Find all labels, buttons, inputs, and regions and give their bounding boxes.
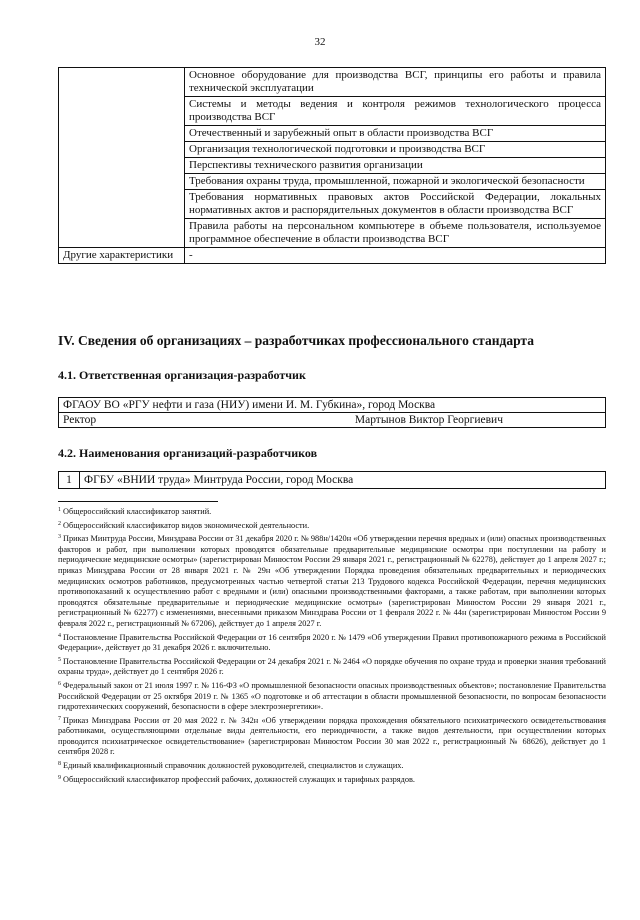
table-row bbox=[59, 398, 606, 413]
developer-orgs-table bbox=[58, 471, 606, 489]
responsible-org-title: 4.1. Ответственная организация-разработчик bbox=[58, 368, 306, 382]
page-number: 32 bbox=[314, 36, 326, 48]
knowledge-item: Требования охраны труда, промышленной, пожарной и экологической безопасности bbox=[185, 174, 606, 190]
section-title: IV. Сведения об организациях – разработчиках профессионального стандарта bbox=[58, 333, 534, 348]
head-position: Ректор bbox=[63, 414, 97, 426]
knowledge-item: Перспективы технического развития организации bbox=[185, 158, 606, 174]
developer-num: 1 bbox=[59, 472, 80, 489]
footnote: $^3$ Приказ Минтруда России, Минздрава России от 31 декабря 2020 г. № 988н/1420н «Об утверждении перечня вредных и (или) опасных производственных факторов и работ, при выполнении которых проводятся обязательные предварительные медицинские осмотры при поступлении на работу и периодические медицинские осмотры» (зарегистрирован Минюстом России 29 января 2021 г., регистрационный № 62278), действует до 1 апреля 2027 г.; приказ Минздрава России от 28 января 2021 г. № 29н «Об утверждении Порядка проведения обязательных предварительных и периодических медицинских осмотров работников, предусмотренных частью четвертой статьи 213 Трудового кодекса Российской Федерации, перечня медицинских противопоказаний к осуществлению работ с вредными и (или) опасными производственными факторами, а также работам, при выполнении которых проводятся обязательные предварительные и периодические медицинские осмотры» (зарегистрирован Минюстом России 29 января 2021 г., регистрационный № 62277) с изменениями, внесенными приказом Минздрава России от 1 февраля 2022 г. № 44н (зарегистрирован Минюстом России 9 февраля 2022 г., регистрационный № 67206), действует до 1 апреля 2027 г. bbox=[58, 534, 606, 628]
org-head-row bbox=[63, 413, 601, 427]
head-name: Мартынов Виктор Георгиевич bbox=[354, 414, 503, 426]
knowledge-item: Организация технологической подготовки и производства ВСГ bbox=[185, 142, 606, 158]
footnote-divider bbox=[58, 501, 218, 502]
other-value: - bbox=[185, 248, 606, 264]
knowledge-item: Системы и методы ведения и контроля режимов технологического процесса производства ВСГ bbox=[185, 97, 606, 126]
footnote: $^5$ Постановление Правительства Российской Федерации от 24 декабря 2021 г. № 2464 «О порядке обучения по охране труда и проверки знания требований охраны труда», действует до 1 сентября 2026 г. bbox=[58, 656, 606, 677]
footnote: $^1$ Общероссийский классификатор занятий. bbox=[58, 507, 212, 516]
table-row bbox=[59, 68, 606, 97]
knowledge-item: Правила работы на персональном компьютере в объеме пользователя, используемое программное обеспечение в области производства ВСГ bbox=[185, 219, 606, 248]
footnote: $^9$ Общероссийский классификатор профессий рабочих, должностей служащих и тарифных разрядов. bbox=[58, 774, 415, 784]
table-row bbox=[59, 472, 606, 489]
footnote: $^4$ Постановление Правительства Российской Федерации от 16 сентября 2020 г. № 1479 «Об утверждении Правил противопожарного режима в Российской Федерации», действует до 31 декабря 2026 г. включительно. bbox=[58, 632, 606, 653]
responsible-org-name: ФГАОУ ВО «РГУ нефти и газа (НИУ) имени И. М. Губкина», город Москва bbox=[59, 398, 606, 413]
developer-orgs-title: 4.2. Наименования организаций-разработчиков bbox=[58, 446, 318, 460]
responsible-org-table bbox=[58, 397, 606, 428]
footnote: $^8$ Единый квалификационный справочник должностей руководителей, специалистов и служащих. bbox=[58, 761, 404, 771]
other-label: Другие характеристики bbox=[59, 248, 185, 264]
knowledge-item: Требования нормативных правовых актов Российской Федерации, локальных нормативных актов и распорядительных документов в области производства ВСГ bbox=[185, 190, 606, 219]
footnotes bbox=[58, 505, 606, 786]
footnote: $^7$ Приказ Минздрава России от 20 мая 2022 г. № 342н «Об утверждении порядка прохождения обязательного психиатрического освидетельствования работниками, осуществляющими отдельные виды деятельности, его периодичности, а также видов деятельности, при осуществлении которых проводится психиатрическое освидетельствование» (зарегистрирован Минюстом России 30 мая 2022 г., регистрационный № 68626), действует до 1 сентября 2028 г. bbox=[58, 715, 606, 757]
knowledge-item: Основное оборудование для производства ВСГ, принципы его работы и правила технической эксплуатации bbox=[185, 68, 606, 97]
empty-label-cell bbox=[59, 68, 185, 248]
footnote: $^2$ Общероссийский классификатор видов экономической деятельности. bbox=[58, 520, 310, 530]
table-row bbox=[59, 248, 606, 264]
footnote: $^6$ Федеральный закон от 21 июля 1997 г. № 116-ФЗ «О промышленной безопасности опасных производственных объектов»; постановление Правительства Российской Федерации от 25 октября 2019 г. № 1365 «О подготовке и об аттестации в области промышленной безопасности, по вопросам безопасности гидротехнических сооружений, безопасности в сфере электроэнергетики». bbox=[58, 680, 606, 712]
developer-name: ФГБУ «ВНИИ труда» Минтруда России, город Москва bbox=[80, 472, 606, 489]
table-row bbox=[59, 413, 606, 428]
knowledge-item: Отечественный и зарубежный опыт в области производства ВСГ bbox=[185, 126, 606, 142]
knowledge-table bbox=[58, 67, 606, 264]
